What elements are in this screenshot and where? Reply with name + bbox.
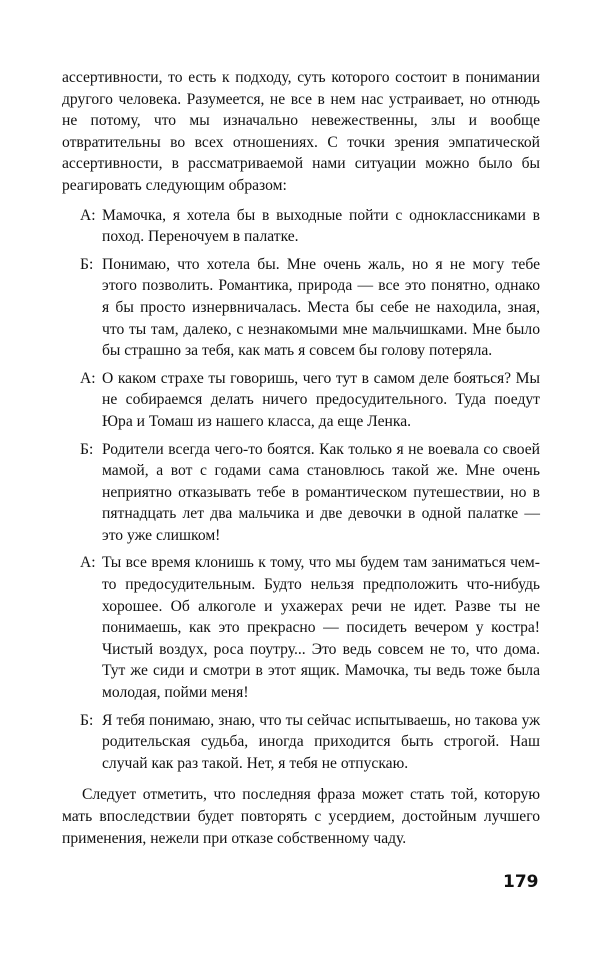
closing-paragraph: Следует отметить, что последняя фраза может стать той, которую мать впоследствии будет повторять с усердием, достойным лучшего применения, нежели при отказе собственному чаду. [62,786,540,847]
speaker-label: Б: [80,440,94,458]
speaker-label: А: [80,206,96,224]
dialogue-text: Мамочка, я хотела бы в выходные пойти с одноклассниками в поход. Переночуем в палатке. [102,206,540,246]
speaker-label: А: [80,554,96,572]
dialogue-text: Родители всегда чего-то боятся. Как только я не воевала со своей мамой, а вот с годами сама становлюсь такой же. Мне очень неприятно отказывать тебе в романтическом путешествии, но в пятнадцать лет два мальчика и две девочки в одной палатке — это уже слишком! [102,440,540,544]
speaker-label: Б: [80,711,94,729]
dialogue-text: Ты все время клонишь к тому, что мы будем там заниматься чем-то предосудительным. Будто нельзя предположить что-нибудь хорошее. Об алкоголе и ухажерах речи не идет. Разве ты не понимаешь, как это прекрасно — посидеть вечером у костра! Чистый воздух, роса поутру... Это ведь совсем не то, что дома. Тут же сиди и смотри в этот ящик. Мамочка, ты ведь тоже была молодая, пойми меня! [102,554,540,702]
dialogue-turn [62,368,540,433]
dialogue-turn [62,205,540,248]
dialogue-text: Понимаю, что хотела бы. Мне очень жаль, но я не могу тебе этого позволить. Романтика, природа — все это понятно, однако я бы просто изнервничалась. Места бы себе не находила, зная, что ты там, далеко, с незнакомыми мне мальчишками. Мне было бы страшно за тебя, как мать я совсем бы голову потеряла. [102,255,540,360]
dialogue-text: Я тебя понимаю, знаю, что ты сейчас испытываешь, но такова уж родительская судьба, иногда приходится быть строгой. Наш случай как раз такой. Нет, я тебя не отпускаю. [102,711,540,772]
intro-paragraph: ассертивности, то есть к подходу, суть которого состоит в понимании другого человека. Разумеется, не все в нем нас устраивает, но отнюдь не потому, что мы изначально невежественны, злы и вообще отвратительны во всех отношениях. С точки зрения эмпатической ассертивности, в рассматриваемой нами ситуации можно было бы реагировать следующим образом: [62,69,540,194]
page-number: 179 [503,872,539,892]
dialogue-turn [62,254,540,362]
dialogue [62,205,540,775]
dialogue-turn [62,552,540,703]
dialogue-turn [62,710,540,775]
dialogue-text: О каком страхе ты говоришь, чего тут в самом деле бояться? Мы не собираемся делать ничего предосудительного. Туда поедут Юра и Томаш из нашего класса, да еще Ленка. [102,369,540,430]
speaker-label: А: [80,369,96,387]
dialogue-turn [62,439,540,547]
speaker-label: Б: [80,255,94,273]
page-body [62,67,540,849]
